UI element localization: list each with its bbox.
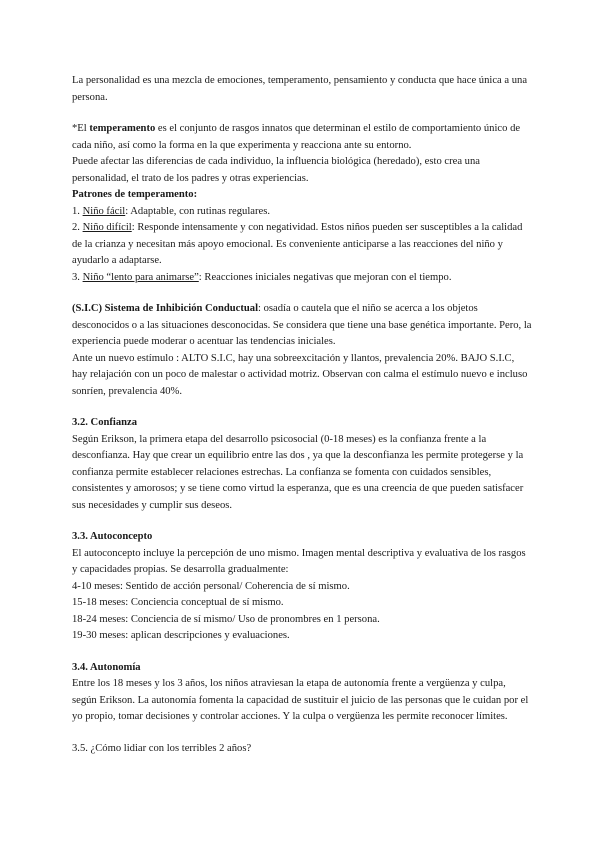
- patron-label: Niño “lento para animarse”: [82, 271, 199, 283]
- autoconcepto-paragraph: El autoconcepto incluye la percepción de uno mismo. Imagen mental descriptiva y evaluativa de los rasgos y capacidades propias. Se desarrolla gradualmente:: [72, 547, 526, 575]
- sic-definition-text: : osadía o cautela que el niño se acerca a los objetos desconocidos o a las situaciones desconocidas. Se considera que tiene una base genética importante. Pero, la experiencia puede moderar o acentuar las tendencias iniciales.: [72, 303, 532, 347]
- patron-text: : Adaptable, con rutinas regulares.: [125, 205, 270, 217]
- patron-number: 3.: [72, 271, 83, 283]
- sic-note: Ante un nuevo estímulo : ALTO S.I.C, hay una sobreexcitación y llantos, prevalencia 20%. BAJO S.I.C, hay relajación con un poco de malestar o actividad motriz. Observan con calma el estímulo nuevo e incluso sonríen, prevalencia 40%.: [72, 352, 528, 397]
- confianza-paragraph: Según Erikson, la primera etapa del desarrollo psicosocial (0-18 meses) es la confianza frente a la desconfianza. Hay que crear un equilibrio entre las dos , ya que la desconfianza les permite protegerse y la confianza permite establecer relaciones estrechas. La confianza se fomenta con cuidados sensibles, consistentes y amorosos; y se tiene como virtud la esperanza, que es una creencia de que pueden satisfacer sus necesidades y cumplir sus deseos.: [72, 433, 524, 511]
- autoconcepto-heading: 3.3. Autoconcepto: [72, 531, 153, 542]
- sic-term: (S.I.C) Sistema de Inhibición Conductual: [72, 303, 259, 314]
- autonomia-paragraph: Entre los 18 meses y los 3 años, los niños atraviesan la etapa de autonomía frente a vergüenza y culpa, según Erikson. La autonomía fomenta la capacidad de sustituir el juicio de las personas que le cuidan por el yo propio, tomar decisiones y controlar acciones. Y la culpa o vergüenza les permite reconocer límites.: [72, 678, 529, 722]
- temperamento-definition-text: es el conjunto de rasgos innatos que determinan el estilo de comportamiento único de cada niño, así como la forma en la que experimenta y reacciona ante su entorno.: [72, 123, 521, 151]
- sic-definition: [72, 301, 532, 351]
- temperamento-prefix: *El: [72, 123, 90, 134]
- autoconcepto-stage: 15-18 meses: Conciencia conceptual de sí mismo.: [72, 597, 284, 608]
- document-body: [72, 73, 532, 757]
- temperamento-definition: [72, 121, 532, 154]
- autonomia-heading: 3.4. Autonomía: [72, 661, 141, 673]
- patrones-heading: Patrones de temperamento:: [72, 189, 198, 200]
- patron-label: Niño fácil: [82, 205, 126, 217]
- patron-label: Niño difícil: [82, 222, 132, 233]
- patron-item-2: [72, 220, 532, 270]
- temperamento-note: Puede afectar las diferencias de cada individuo, la influencia biológica (heredado), esto crea una personalidad, el trato de los padres y otras experiencias.: [72, 156, 480, 184]
- temperamento-term: temperamento: [89, 123, 156, 134]
- confianza-heading: 3.2. Confianza: [72, 417, 138, 428]
- patron-text: : Responde intensamente y con negatividad. Estos niños pueden ser susceptibles a la calidad de la crianza y necesitan más apoyo emocional. Es conveniente anticiparse a las reacciones del niño y ayudarlo a adaptarse.: [72, 222, 523, 266]
- intro-paragraph: La personalidad es una mezcla de emociones, temperamento, pensamiento y conducta que hace única a una persona.: [72, 75, 528, 103]
- patron-number: 2.: [72, 222, 83, 233]
- next-section-heading: 3.5. ¿Cómo lidiar con los terribles 2 años?: [72, 742, 252, 754]
- patron-number: 1.: [72, 205, 83, 217]
- autoconcepto-stage: 4-10 meses: Sentido de acción personal/ Coherencia de sí mismo.: [72, 580, 350, 592]
- patron-item-1: [72, 204, 532, 221]
- patron-text: : Reacciones iniciales negativas que mejoran con el tiempo.: [198, 271, 452, 283]
- autoconcepto-stage: 18-24 meses: Conciencia de sí mismo/ Uso de pronombres en 1 persona.: [72, 613, 380, 625]
- patron-item-3: [72, 270, 532, 287]
- autoconcepto-stage: 19-30 meses: aplican descripciones y evaluaciones.: [72, 630, 290, 641]
